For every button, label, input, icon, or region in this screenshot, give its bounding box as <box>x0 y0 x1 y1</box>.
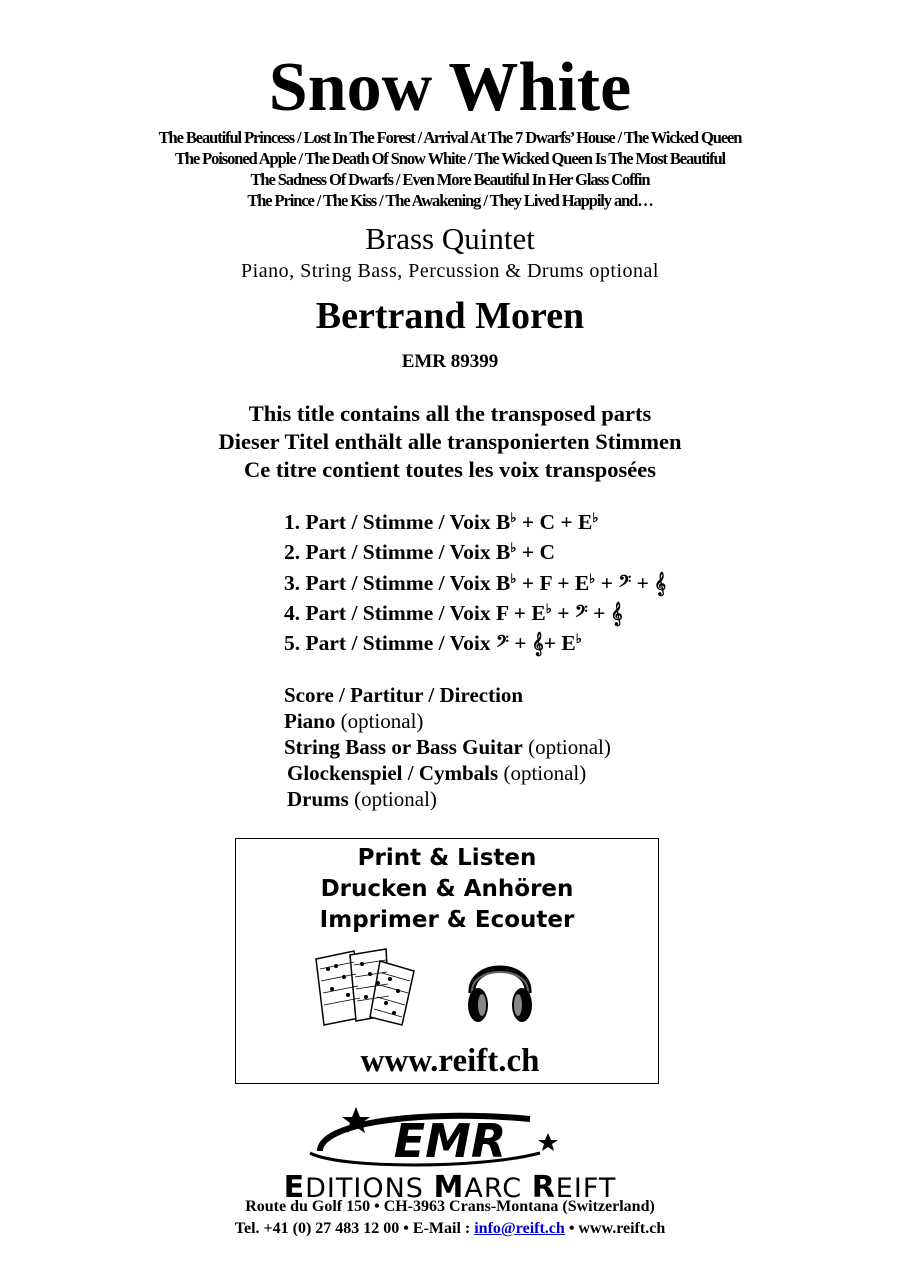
part-3-keys: + F + E <box>516 570 590 595</box>
flat-icon: ♭ <box>545 600 552 616</box>
plus-separator: + <box>587 600 611 625</box>
movement-line-3: The Sadness Of Dwarfs / Even More Beautiful In Her Glass Coffin <box>250 170 650 189</box>
telephone: Tel. +41 (0) 27 483 12 00 • E-Mail : <box>234 1220 475 1237</box>
movement-line-2: The Poisoned Apple / The Death Of Snow White / The Wicked Queen Is The Most Beautiful <box>174 149 726 168</box>
plus-separator: + <box>508 631 532 656</box>
publisher-name-part: EIFT <box>555 1173 617 1204</box>
composer-name: Bertrand Moren <box>315 295 585 337</box>
bass-clef-icon: 𝄢 <box>618 570 632 595</box>
treble-clef-icon: 𝄞 <box>654 570 667 595</box>
optional-tag: (optional) <box>354 787 437 811</box>
flat-icon: ♭ <box>589 570 596 586</box>
part-2-label: 2. Part / Stimme / Voix B <box>284 540 511 565</box>
page-title: Snow White <box>268 49 632 126</box>
sheet-music-icon <box>310 947 422 1027</box>
part-1 <box>284 503 666 533</box>
extra-piano-label: Piano <box>284 709 336 733</box>
optional-tag: (optional) <box>503 761 587 785</box>
flat-icon: ♭ <box>592 510 599 525</box>
part-4-label: 4. Part / Stimme / Voix F + E <box>284 600 546 625</box>
box-line-english: Print & Listen <box>357 845 537 871</box>
extra-glockenspiel <box>287 761 586 786</box>
publisher-name-part: ARC <box>464 1173 532 1204</box>
flat-icon: ♭ <box>575 631 582 647</box>
bass-clef-icon: 𝄢 <box>574 600 588 625</box>
emr-logo <box>300 1103 600 1175</box>
part-5-keys: + E <box>543 631 576 656</box>
plus-separator: + <box>595 570 619 595</box>
optional-instruments: Piano, String Bass, Percussion & Drums optional <box>241 260 659 282</box>
parts-list <box>284 503 666 654</box>
extra-glock-label: Glockenspiel / Cymbals <box>287 761 499 785</box>
extra-bass <box>284 735 611 760</box>
part-5-label: 5. Part / Stimme / Voix <box>284 631 496 656</box>
logo-text: EMR <box>393 1114 507 1168</box>
part-2-keys: + C <box>516 540 556 565</box>
movement-line-1: The Beautiful Princess / Lost In The Forest / Arrival At The 7 Dwarfs’ House / The Wicked Queen <box>158 128 742 147</box>
publisher-address: Route du Golf 150 • CH-3963 Crans-Montana (Switzerland) <box>245 1198 655 1215</box>
movement-line-4: The Prince / The Kiss / The Awakening / They Lived Happily and… <box>247 191 653 210</box>
notice-english: This title contains all the transposed parts <box>248 401 652 426</box>
email-link[interactable]: info@reift.ch <box>474 1220 565 1237</box>
publisher-initial-m: M <box>433 1170 465 1205</box>
extra-score-label: Score / Partitur / Direction <box>284 683 524 707</box>
bass-clef-icon: 𝄢 <box>496 631 509 656</box>
extra-score <box>284 683 523 708</box>
notice-german: Dieser Titel enthält alle transponierten Stimmen <box>218 429 682 454</box>
part-3-label: 3. Part / Stimme / Voix B <box>284 570 511 595</box>
treble-clef-icon: 𝄞 <box>610 600 623 625</box>
optional-tag: (optional) <box>340 709 424 733</box>
part-2 <box>284 533 666 563</box>
publisher-initial-e: E <box>283 1170 306 1205</box>
extra-piano <box>284 709 423 734</box>
plus-separator: + <box>551 600 575 625</box>
publisher-contact <box>0 1220 900 1238</box>
part-1-label: 1. Part / Stimme / Voix B <box>284 510 511 534</box>
part-1-keys: + C + E <box>516 510 593 534</box>
box-line-german: Drucken & Anhören <box>320 876 574 902</box>
optional-tag: (optional) <box>528 735 611 759</box>
part-5 <box>284 624 666 654</box>
web-address: • www.reift.ch <box>564 1220 666 1237</box>
box-line-french: Imprimer & Ecouter <box>319 907 575 933</box>
flat-icon: ♭ <box>510 540 517 556</box>
extra-bass-label: String Bass or Bass Guitar <box>284 735 523 759</box>
catalog-number: EMR 89399 <box>401 351 499 372</box>
website-link[interactable]: www.reift.ch <box>360 1043 540 1079</box>
treble-clef-icon: 𝄞 <box>531 631 544 656</box>
publisher-name-part: DITIONS <box>305 1173 434 1204</box>
notice-french: Ce titre contient toutes les voix transposées <box>243 457 656 482</box>
plus-separator: + <box>631 570 655 595</box>
part-3 <box>284 564 666 594</box>
headphones-icon <box>464 949 536 1027</box>
flat-icon: ♭ <box>510 510 517 525</box>
extra-drums <box>287 787 437 812</box>
flat-icon: ♭ <box>510 570 517 586</box>
extra-drums-label: Drums <box>287 787 349 811</box>
publisher-initial-r: R <box>531 1170 556 1205</box>
instrumentation: Brass Quintet <box>365 221 535 256</box>
part-4 <box>284 594 666 624</box>
